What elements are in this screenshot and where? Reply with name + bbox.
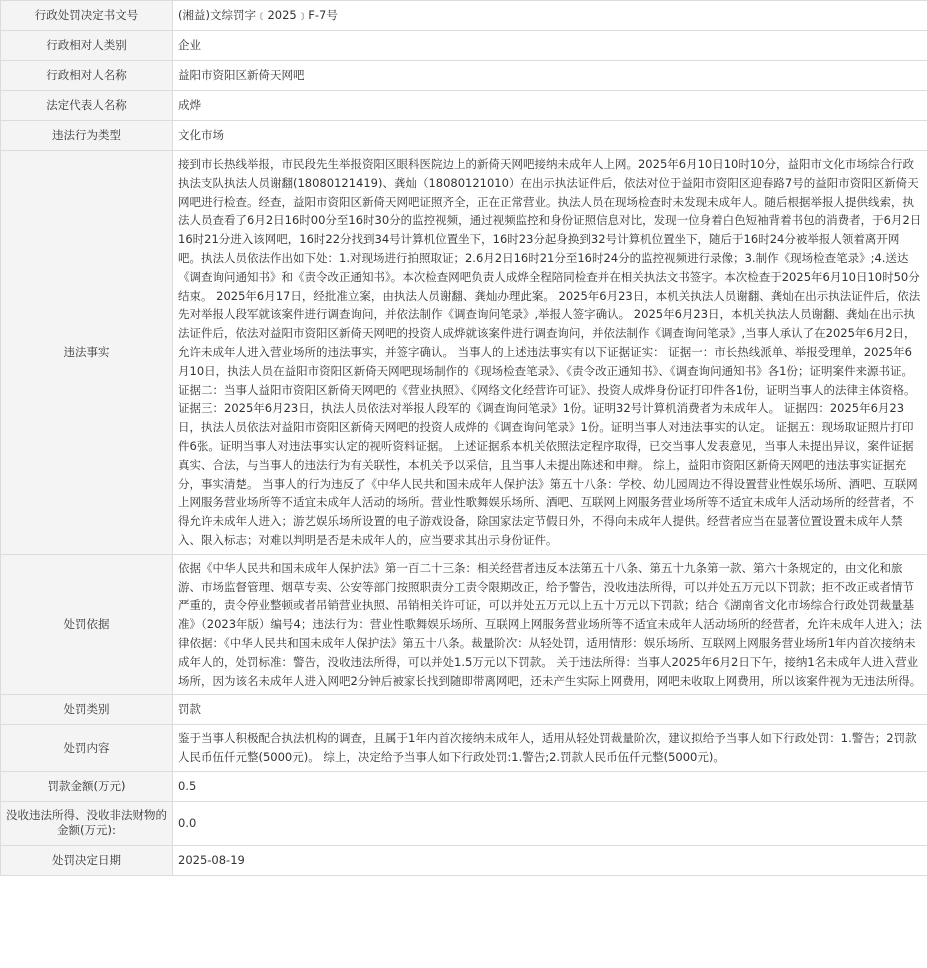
row-decision-date [1,845,927,875]
fine-amount-value: 0.5 [173,771,927,801]
field-label: 处罚依据 [1,554,173,695]
row-party-name [1,61,927,91]
field-label: 罚款金额(万元) [1,771,173,801]
field-label: 处罚内容 [1,725,173,772]
row-penalty-category [1,695,927,725]
decision-number-value: (湘益)文综罚字﹝2025﹞F-7号 [173,1,927,31]
row-penalty-basis [1,554,927,695]
penalty-basis-value: 依据《中华人民共和国未成年人保护法》第一百二十三条：相关经营者违反本法第五十八条、第五十九条第一款、第六十条规定的，由文化和旅游、市场监督管理、烟草专卖、公安等部门按照职责分工责令限期改正，给予警告，没收违法所得，可以并处五万元以下罚款；拒不改正或者情节严重的，责令停业整顿或者吊销营业执照、吊销相关许可证，可以并处五万元以上五十万元以下罚款；结合《湖南省文化市场综合行政处罚裁量基准》（2023年版）编号4；违法行为：营业性歌舞娱乐场所、互联网上网服务营业场所等不适宜未成年人活动场所的经营者，允许未成年人进入；法律依据：《中华人民共和国未成年人保护法》第五十八条。裁量阶次：从轻处罚，适用情形：娱乐场所、互联网上网服务营业场所1年内首次接纳未成年人的，处罚标准：警告，没收违法所得，可以并处1.5万元以下罚款。 关于违法所得：当事人2025年6月2日下午，接纳1名未成年人进入营业场所，因为该名未成年人进入网吧2分钟后被家长找到随即带离网吧，还未产生实际上网费用，网吧未收取上网费用，所以该案件视为无违法所得。 [173,554,927,695]
row-fine-amount [1,771,927,801]
field-label: 没收违法所得、没收非法财物的金额(万元): [1,801,173,845]
penalty-category-value: 罚款 [173,695,927,725]
violation-facts-value: 接到市长热线举报，市民段先生举报资阳区眼科医院边上的新倚天网吧接纳未成年人上网。2025年6月10日10时10分，益阳市文化市场综合行政执法支队执法人员谢翻(18080121419)、龚灿（18080121010）在出示执法证件后，依法对位于益阳市资阳区迎春路7号的益阳市资阳区新倚天网吧进行检查。经查，益阳市资阳区新倚天网吧证照齐全，正在正常营业。执法人员在现场检查时未发现未成年人。随后根据举报人提供线索，执法人员查看了6月2日16时00分至16时30分的监控视频，通过视频监控和身份证照信息对比，发现一位身着白色短袖背着书包的消费者，于6月2日16时21分进入该网吧，16时22分找到34号计算机位置坐下，16时23分起身换到32号计算机位置坐下，随后于16时24分被举报人领着离开网吧。执法人员依法作出如下处：1.对现场进行拍照取证；2.6月2日16时21分至16时24分的监控视频进行录像；3.制作《现场检查笔录》;4.送达《调查询问通知书》和《责令改正通知书》。本次检查网吧负责人成烨全程陪同检查并在相关执法文书签字。本次检查于2025年6月10日10时50分结束。 2025年6月17日，经批准立案，由执法人员谢翻、龚灿办理此案。 2025年6月23日，本机关执法人员谢翻、龚灿在出示执法证件后，依法先对举报人段军就该案件进行调查询问，并依法制作《调查询问笔录》,举报人签字确认。 2025年6月23日，本机关执法人员谢翻、龚灿在出示执法证件后，依法对益阳市资阳区新倚天网吧的投资人成烨就该案件进行调查询问，并依法制作《调查询问笔录》,当事人承认了在2025年6月2日，允许未成年人进入营业场所的违法事实，并签字确认。 当事人的上述违法事实有以下证据证实： 证据一：市长热线派单、举报受理单，2025年6月10日，执法人员在益阳市资阳区新倚天网吧现场制作的《现场检查笔录》、《责令改正通知书》、《调查询问通知书》各1份；证明案件来源书证。 证据二：当事人益阳市资阳区新倚天网吧的《营业执照》、《网络文化经营许可证》、投资人成烨身份证打印件各1份，证明当事人的法律主体资格。 证据三：2025年6月23日，执法人员依法对举报人段军的《调查询问笔录》1份。证明32号计算机消费者为未成年人。 证据四：2025年6月23日，执法人员依法对益阳市资阳区新倚天网吧的投资人成烨的《调查询问笔录》1份。证明当事人对违法事实的认定。 证据五：现场取证照片打印件6张。证明当事人对违法事实认定的视听资料证据。 上述证据系本机关依照法定程序取得，已交当事人发表意见，当事人未提出异议，案件证据真实、合法，与当事人的违法行为有关联性，本机关予以采信，且当事人未提出陈述和申辩。 综上，益阳市资阳区新倚天网吧的违法事实证据充分，事实清楚。 当事人的行为违反了《中华人民共和国未成年人保护法》第五十八条：学校、幼儿园周边不得设置营业性娱乐场所、酒吧、互联网上网服务营业场所等不适宜未成年人活动的场所。营业性歌舞娱乐场所、酒吧、互联网上网服务营业场所等不适宜未成年人活动场所的经营者，不得允许未成年人进入；游艺娱乐场所设置的电子游戏设备，除国家法定节假日外，不得向未成年人提供。经营者应当在显著位置设置未成年人禁入、限入标志；对难以判明是否是未成年人的，应当要求其出示身份证件。 [173,151,927,555]
field-label: 行政相对人类别 [1,31,173,61]
row-penalty-content [1,725,927,772]
row-confiscation-amount [1,801,927,845]
field-label: 处罚决定日期 [1,845,173,875]
decision-date-value: 2025-08-19 [173,845,927,875]
field-label: 违法事实 [1,151,173,555]
legal-representative-value: 成烨 [173,91,927,121]
row-violation-type [1,121,927,151]
party-category-value: 企业 [173,31,927,61]
field-label: 违法行为类型 [1,121,173,151]
row-legal-representative [1,91,927,121]
row-party-category [1,31,927,61]
field-label: 行政处罚决定书文号 [1,1,173,31]
row-decision-number [1,1,927,31]
penalty-content-value: 鉴于当事人积极配合执法机构的调查，且属于1年内首次接纳未成年人，适用从轻处罚裁量阶次，建议拟给予当事人如下行政处罚：1.警告；2罚款人民币伍仟元整(5000元)。 综上，决定给予当事人如下行政处罚:1.警告;2.罚款人民币伍仟元整(5000元)。 [173,725,927,772]
row-violation-facts [1,151,927,555]
party-name-value: 益阳市资阳区新倚天网吧 [173,61,927,91]
field-label: 法定代表人名称 [1,91,173,121]
confiscation-amount-value: 0.0 [173,801,927,845]
violation-type-value: 文化市场 [173,121,927,151]
field-label: 行政相对人名称 [1,61,173,91]
field-label: 处罚类别 [1,695,173,725]
